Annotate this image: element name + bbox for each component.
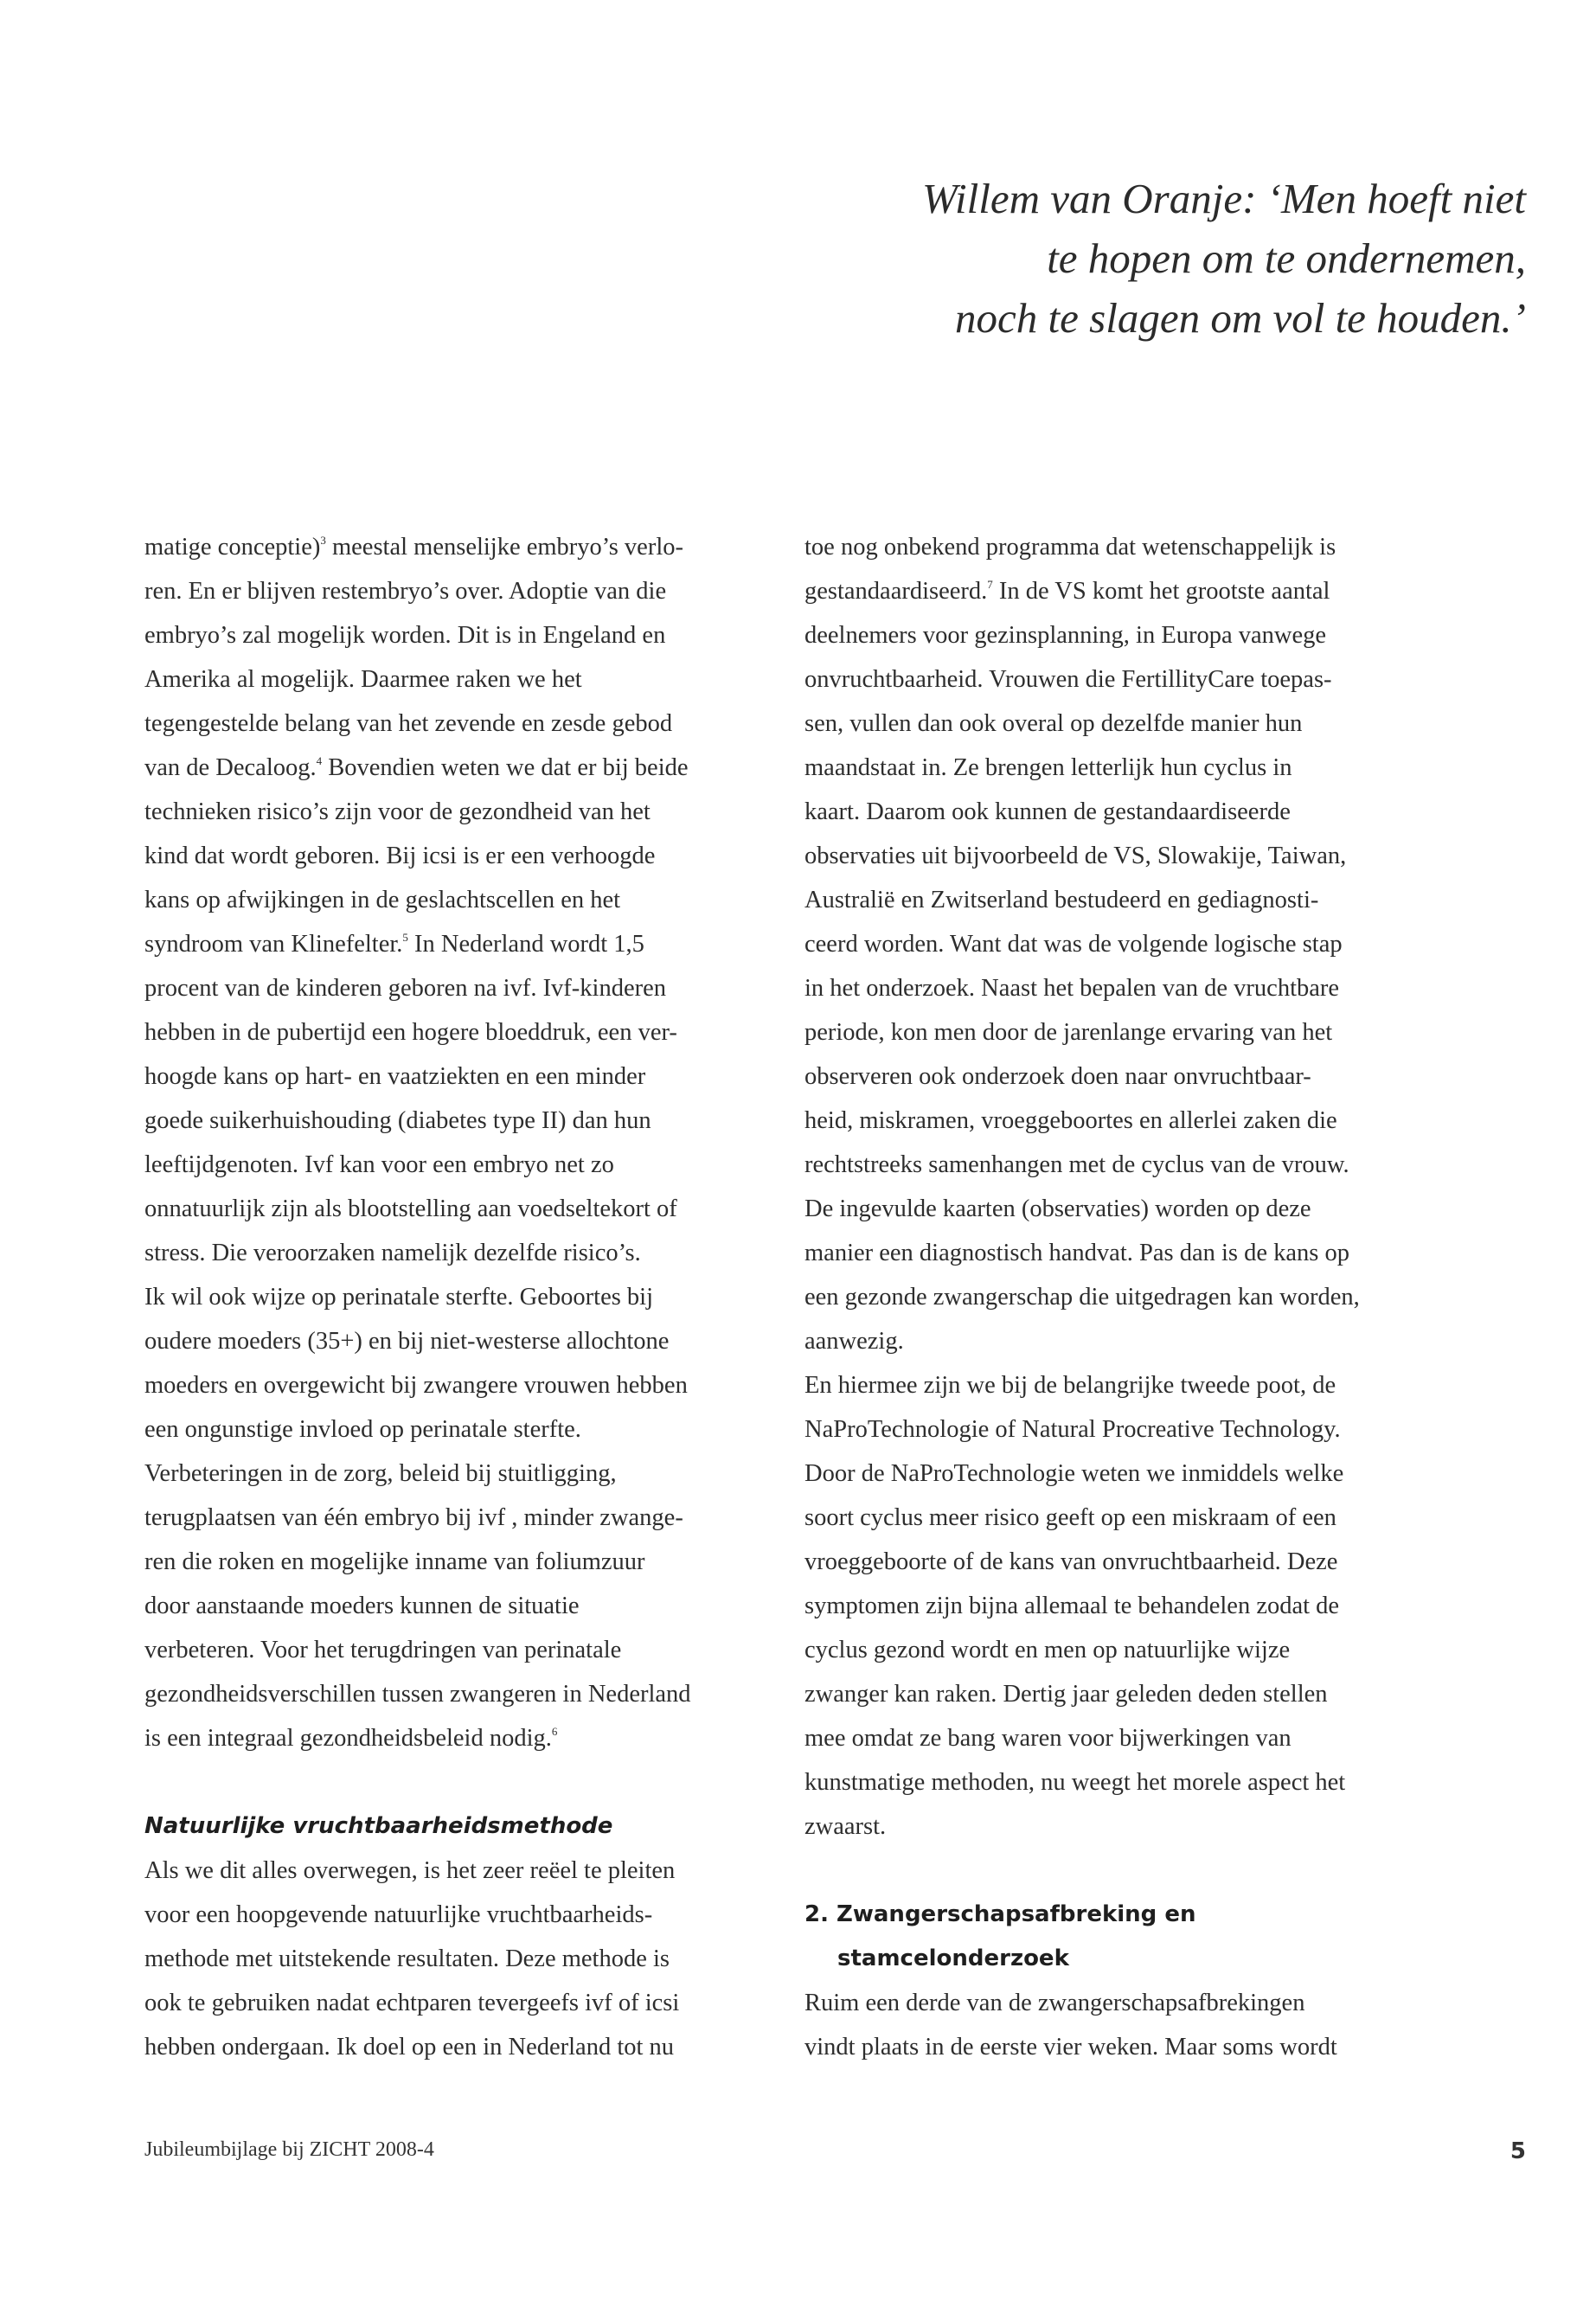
text-line <box>804 966 1410 1010</box>
text-line <box>804 1319 1410 1363</box>
text-line <box>144 1540 750 1584</box>
text-line <box>144 1496 750 1540</box>
text-run: zwanger kan raken. Dertig jaar geleden deden stellen <box>804 1681 1328 1708</box>
text-line: vindt plaats in de eerste vier weken. Maar soms wordt <box>804 2034 1337 2061</box>
text-line <box>144 569 750 613</box>
text-run: hoogde kans op hart- en vaatziekten en een minder <box>144 1063 646 1090</box>
text-line <box>804 790 1410 834</box>
text-run: observaties uit bijvoorbeeld de VS, Slowakije, Taiwan, <box>804 843 1347 869</box>
text-run: En hiermee zijn we bij de belangrijke tweede poot, de <box>804 1372 1336 1399</box>
text-run: embryo’s zal mogelijk worden. Dit is in Engeland en <box>144 622 666 649</box>
text-line <box>144 1231 750 1275</box>
text-run: symptomen zijn bijna allemaal te behandelen zodat de <box>804 1593 1340 1619</box>
text-line <box>144 1628 750 1672</box>
footnote-ref: 7 <box>987 578 993 591</box>
left-column-body <box>144 525 750 1760</box>
text-line <box>804 922 1410 966</box>
text-run: ren. En er blijven restembryo’s over. Adoptie van die <box>144 578 667 605</box>
text-run: soort cyclus meer risico geeft op een miskraam of een <box>804 1504 1336 1531</box>
text-run: een ongunstige invloed op perinatale sterfte. <box>144 1416 581 1443</box>
text-run: In Nederland wordt 1,5 <box>407 931 644 958</box>
text-run: verbeteren. Voor het terugdringen van perinatale <box>144 1637 622 1663</box>
text-line <box>804 1804 1410 1849</box>
text-run: ceerd worden. Want dat was de volgende logische stap <box>804 931 1343 958</box>
text-line <box>144 1275 750 1319</box>
right-column-body <box>804 525 1410 1849</box>
text-run: maandstaat in. Ze brengen letterlijk hun cyclus in <box>804 754 1292 781</box>
text-run: in het onderzoek. Naast het bepalen van de vruchtbare <box>804 975 1340 1002</box>
section-heading-abortion-cont: stamcelonderzoek <box>837 1945 1069 1971</box>
text-run: een gezonde zwangerschap die uitgedragen kan worden, <box>804 1284 1360 1311</box>
text-line <box>144 1187 750 1231</box>
text-run: procent van de kinderen geboren na ivf. Ivf-kinderen <box>144 975 666 1002</box>
section-heading-abortion: 2. Zwangerschapsafbreking en <box>804 1901 1196 1927</box>
text-line <box>804 525 1410 569</box>
text-line: voor een hoopgevende natuurlijke vruchtbaarheids- <box>144 1901 653 1928</box>
text-run: sen, vullen dan ook overal op dezelfde manier hun <box>804 710 1303 737</box>
text-run: aanwezig. <box>804 1328 904 1355</box>
text-run: NaProTechnologie of Natural Procreative Technology. <box>804 1416 1341 1443</box>
text-run: is een integraal gezondheidsbeleid nodig. <box>144 1725 552 1752</box>
text-run: matige conceptie) <box>144 534 321 561</box>
text-line <box>804 1187 1410 1231</box>
text-run: periode, kon men door de jarenlange ervaring van het <box>804 1019 1333 1046</box>
text-run: toe nog onbekend programma dat wetenschappelijk is <box>804 534 1336 561</box>
text-run: mee omdat ze bang waren voor bijwerkingen van <box>804 1725 1292 1752</box>
text-line <box>144 1363 750 1407</box>
text-run: De ingevulde kaarten (observaties) worden op deze <box>804 1195 1311 1222</box>
text-line <box>804 1628 1410 1672</box>
quote-line: Willem van Oranje: ‘Men hoeft niet <box>921 175 1526 222</box>
text-line: Ruim een derde van de zwangerschapsafbrekingen <box>804 1990 1305 2016</box>
text-run: cyclus gezond wordt en men op natuurlijke wijze <box>804 1637 1291 1663</box>
section-heading-natural-method: Natuurlijke vruchtbaarheidsmethode <box>144 1813 613 1839</box>
text-line <box>804 1010 1410 1054</box>
text-line <box>804 702 1410 746</box>
left-column-body-2 <box>144 1849 750 2069</box>
text-run: Ik wil ook wijze op perinatale sterfte. Geboortes bij <box>144 1284 654 1311</box>
page-number: 5 <box>1509 2138 1526 2164</box>
footnote-ref: 6 <box>551 1725 558 1738</box>
text-run: observeren ook onderzoek doen naar onvruchtbaar- <box>804 1063 1311 1090</box>
text-run: onvruchtbaarheid. Vrouwen die FertillityCare toepas- <box>804 666 1332 693</box>
left-column <box>144 525 750 2069</box>
text-run: meestal menselijke embryo’s verlo- <box>325 534 683 561</box>
text-run: kans op afwijkingen in de geslachtscellen en het <box>144 887 621 913</box>
text-run: van de Decaloog. <box>144 754 317 781</box>
text-run: Bovendien weten we dat er bij beide <box>322 754 689 781</box>
quote-line: noch te slagen om vol te houden.’ <box>955 294 1526 342</box>
text-line <box>144 1054 750 1099</box>
text-line <box>144 1143 750 1187</box>
text-run: Door de NaProTechnologie weten we inmiddels welke <box>804 1460 1344 1487</box>
footer-publication: Jubileumbijlage bij ZICHT 2008-4 <box>144 2138 434 2161</box>
text-line <box>144 702 750 746</box>
text-line: hebben ondergaan. Ik doel op een in Nederland tot nu <box>144 2034 675 2061</box>
text-run: terugplaatsen van één embryo bij ivf , minder zwange- <box>144 1504 683 1531</box>
text-run: hebben in de pubertijd een hogere bloeddruk, een ver- <box>144 1019 677 1046</box>
text-run: gezondheidsverschillen tussen zwangeren in Nederland <box>144 1681 691 1708</box>
text-line <box>804 1143 1410 1187</box>
text-line <box>804 1496 1410 1540</box>
pull-quote <box>747 169 1526 348</box>
right-column <box>804 525 1410 2069</box>
text-line <box>144 1407 750 1452</box>
text-line <box>144 613 750 657</box>
text-line <box>144 525 750 569</box>
text-run: rechtstreeks samenhangen met de cyclus van de vrouw. <box>804 1151 1349 1178</box>
text-run: syndroom van Klinefelter. <box>144 931 403 958</box>
text-run: stress. Die veroorzaken namelijk dezelfde risico’s. <box>144 1240 641 1266</box>
text-line <box>144 966 750 1010</box>
text-run: Australië en Zwitserland bestudeerd en gediagnosti- <box>804 887 1319 913</box>
text-line <box>804 1540 1410 1584</box>
text-line: Als we dit alles overwegen, is het zeer reëel te pleiten <box>144 1857 676 1884</box>
text-line <box>144 922 750 966</box>
text-run: leeftijdgenoten. Ivf kan voor een embryo net zo <box>144 1151 614 1178</box>
text-run: deelnemers voor gezinsplanning, in Europa vanwege <box>804 622 1327 649</box>
text-line <box>144 1010 750 1054</box>
text-run: Verbeteringen in de zorg, beleid bij stuitligging, <box>144 1460 617 1487</box>
text-run: kind dat wordt geboren. Bij icsi is er een verhoogde <box>144 843 656 869</box>
text-run: oudere moeders (35+) en bij niet-westerse allochtone <box>144 1328 670 1355</box>
text-line <box>804 1231 1410 1275</box>
text-line <box>144 1099 750 1143</box>
text-run: zwaarst. <box>804 1813 887 1840</box>
footnote-ref: 5 <box>402 931 408 944</box>
text-line <box>804 1363 1410 1407</box>
text-line <box>804 878 1410 922</box>
text-line <box>804 1275 1410 1319</box>
text-line <box>144 1319 750 1363</box>
text-run: ren die roken en mogelijke inname van foliumzuur <box>144 1548 645 1575</box>
text-line: methode met uitstekende resultaten. Deze methode is <box>144 1945 670 1972</box>
text-run: kaart. Daarom ook kunnen de gestandaardiseerde <box>804 798 1291 825</box>
text-run: tegengestelde belang van het zevende en zesde gebod <box>144 710 673 737</box>
text-run: heid, miskramen, vroeggeboortes en allerlei zaken die <box>804 1107 1337 1134</box>
text-run: goede suikerhuishouding (diabetes type II) dan hun <box>144 1107 651 1134</box>
text-line <box>804 1716 1410 1760</box>
text-line <box>144 746 750 790</box>
text-line <box>144 1672 750 1716</box>
text-line <box>804 1099 1410 1143</box>
text-line <box>804 569 1410 613</box>
text-line <box>804 834 1410 878</box>
text-run: onnatuurlijk zijn als blootstelling aan voedseltekort of <box>144 1195 677 1222</box>
text-line <box>144 657 750 702</box>
text-run: vroeggeboorte of de kans van onvruchtbaarheid. Deze <box>804 1548 1338 1575</box>
text-line <box>804 613 1410 657</box>
text-line <box>804 657 1410 702</box>
text-line <box>144 878 750 922</box>
text-run: Amerika al mogelijk. Daarmee raken we het <box>144 666 582 693</box>
text-line <box>804 1054 1410 1099</box>
text-run: gestandaardiseerd. <box>804 578 988 605</box>
text-line <box>144 1716 750 1760</box>
right-column-body-2 <box>804 1981 1410 2069</box>
footnote-ref: 3 <box>320 534 326 547</box>
text-run: technieken risico’s zijn voor de gezondheid van het <box>144 798 651 825</box>
text-run: In de VS komt het grootste aantal <box>992 578 1330 605</box>
footnote-ref: 4 <box>316 754 323 767</box>
text-line <box>804 1760 1410 1804</box>
text-line <box>804 746 1410 790</box>
text-run: kunstmatige methoden, nu weegt het morele aspect het <box>804 1769 1346 1796</box>
text-line <box>804 1584 1410 1628</box>
quote-line: te hopen om te ondernemen, <box>1047 234 1526 282</box>
text-line <box>804 1452 1410 1496</box>
text-line <box>144 834 750 878</box>
text-run: moeders en overgewicht bij zwangere vrouwen hebben <box>144 1372 688 1399</box>
text-line <box>804 1672 1410 1716</box>
text-line <box>804 1407 1410 1452</box>
text-line: ook te gebruiken nadat echtparen tevergeefs ivf of icsi <box>144 1990 680 2016</box>
text-line <box>144 1452 750 1496</box>
text-line <box>144 1584 750 1628</box>
text-run: manier een diagnostisch handvat. Pas dan is de kans op <box>804 1240 1350 1266</box>
text-line <box>144 790 750 834</box>
text-run: door aanstaande moeders kunnen de situatie <box>144 1593 580 1619</box>
